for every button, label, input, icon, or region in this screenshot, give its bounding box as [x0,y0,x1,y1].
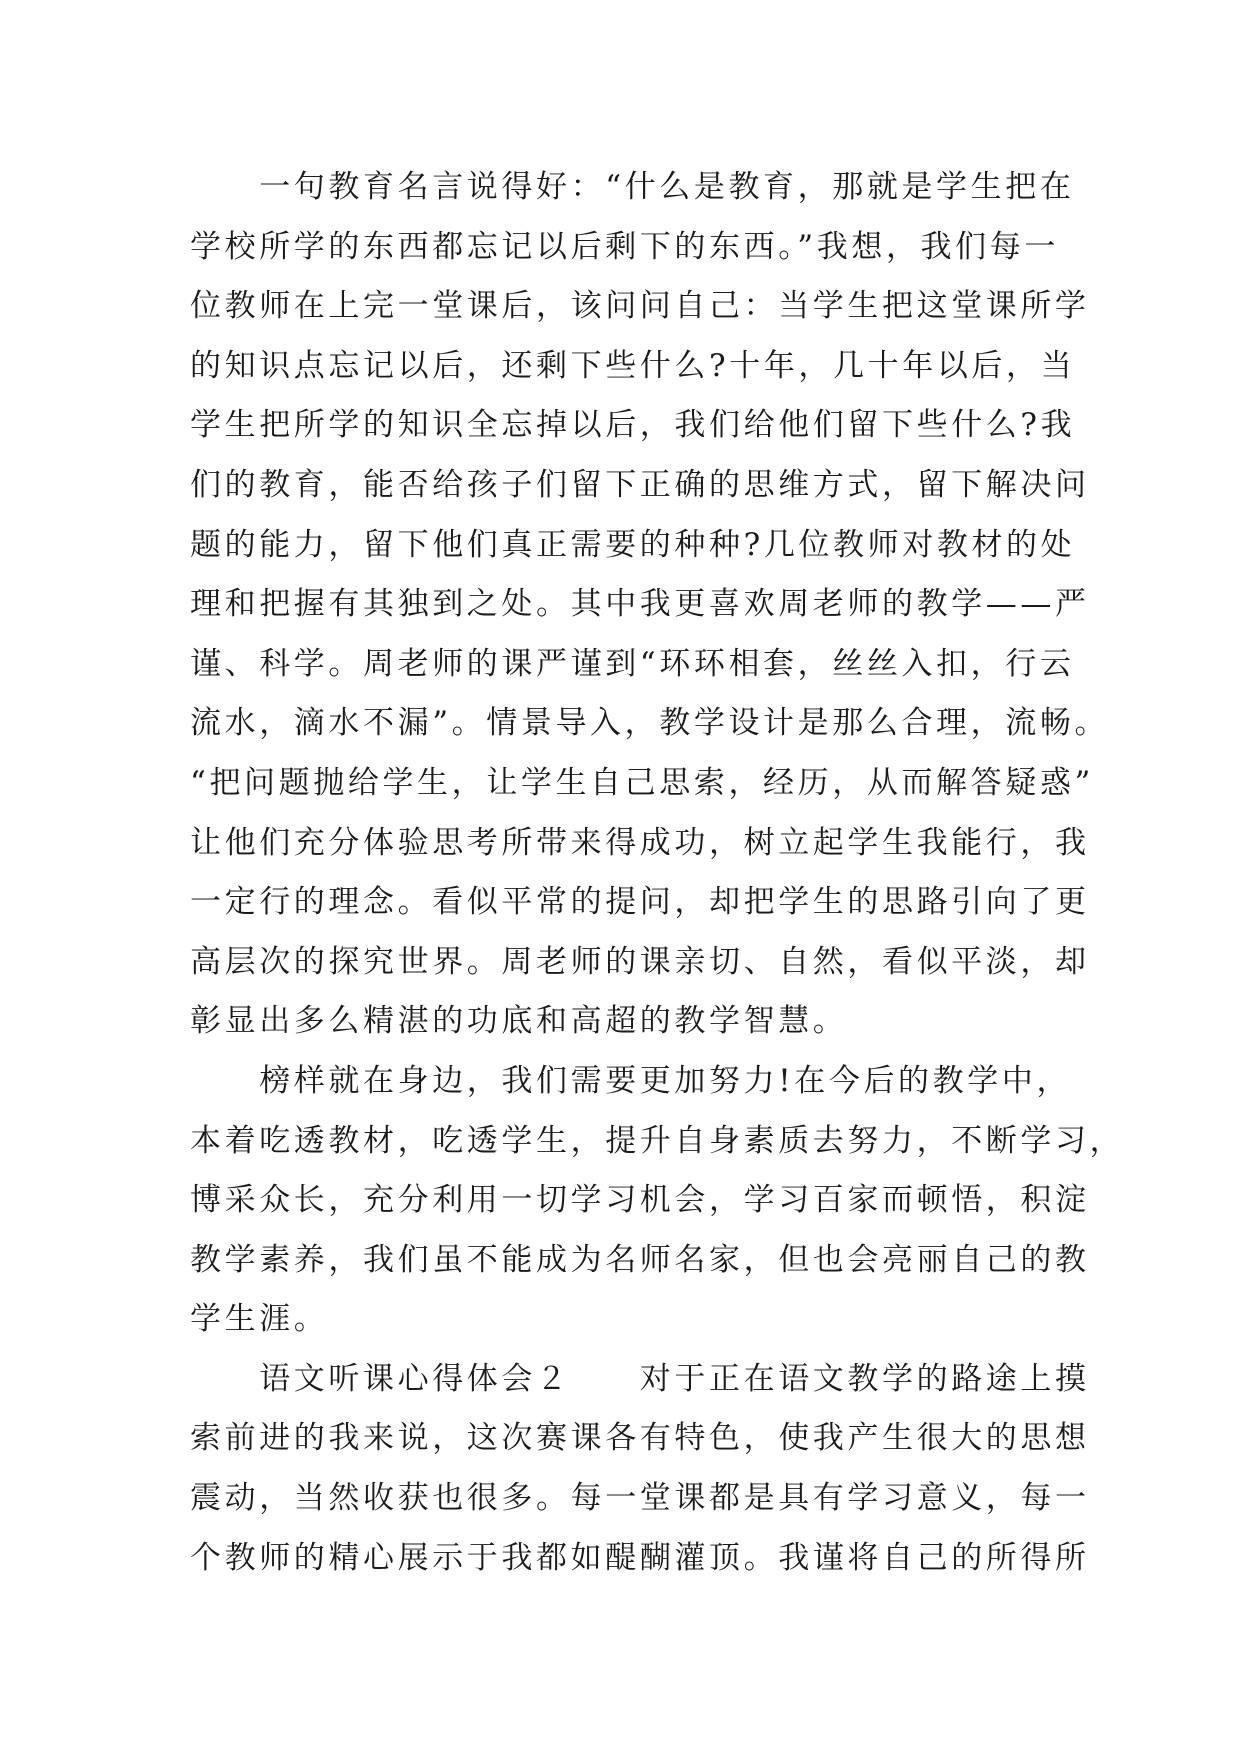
text-line: 本着吃透教材，吃透学生，提升自身素质去努力，不断学习， [190,1122,1125,1159]
text-line: 一句教育名言说得好：“什么是教育，那就是学生把在 [190,169,1075,205]
text-line: 们的教育，能否给孩子们留下正确的思维方式，留下解决问 [190,466,1090,503]
text-line: 题的能力，留下他们真正需要的种种?几位教师对教材的处 [190,526,1076,563]
text-line: 学生把所学的知识全忘掉以后，我们给他们留下些什么?我 [190,407,1076,444]
text-line: 个教师的精心展示于我都如醍醐灌顶。我谨将自己的所得所 [190,1539,1090,1576]
text-line: 教学素养，我们虽不能成为名师名家，但也会亮丽自己的教 [190,1241,1090,1278]
text-line: 榜样就在身边，我们需要更加努力!在今后的教学中， [190,1062,1072,1099]
body-text [190,158,1125,1588]
text-line: 彰显出多么精湛的功底和高超的教学智慧。 [190,1003,848,1040]
text-line: “把问题抛给学生，让学生自己思索，经历，从而解答疑惑” [190,764,1094,801]
text-line: 学生涯。 [190,1301,329,1338]
text-line: 索前进的我来说，这次赛课各有特色，使我产生很大的思想 [190,1420,1090,1457]
text-line: 震动，当然收获也很多。每一堂课都是具有学习意义，每一 [190,1480,1090,1517]
text-line: 博采众长，充分利用一切学习机会，学习百家而顿悟，积淀 [190,1182,1090,1219]
text-line: 的知识点忘记以后，还剩下些什么?十年，几十年以后，当 [190,347,1076,384]
text-line: 高层次的探究世界。周老师的课亲切、自然，看似平淡，却 [190,943,1090,980]
text-line: 语文听课心得体会２ 对于正在语文教学的路途上摸 [190,1360,1090,1397]
text-line: 位教师在上完一堂课后，该问问自己：当学生把这堂课所学 [190,288,1090,325]
text-line: 让他们充分体验思考所带来得成功，树立起学生我能行，我 [190,824,1090,861]
text-line: 理和把握有其独到之处。其中我更喜欢周老师的教学——严 [190,586,1090,623]
text-line: 一定行的理念。看似平常的提问，却把学生的思路引向了更 [190,884,1090,921]
text-line: 谨、科学。周老师的课严谨到“环环相套，丝丝入扣，行云 [190,645,1075,682]
text-line: 学校所学的东西都忘记以后剩下的东西。”我想，我们每一 [190,228,1059,265]
text-line: 流水，滴水不漏”。情景导入，教学设计是那么合理，流畅。 [190,705,1110,742]
